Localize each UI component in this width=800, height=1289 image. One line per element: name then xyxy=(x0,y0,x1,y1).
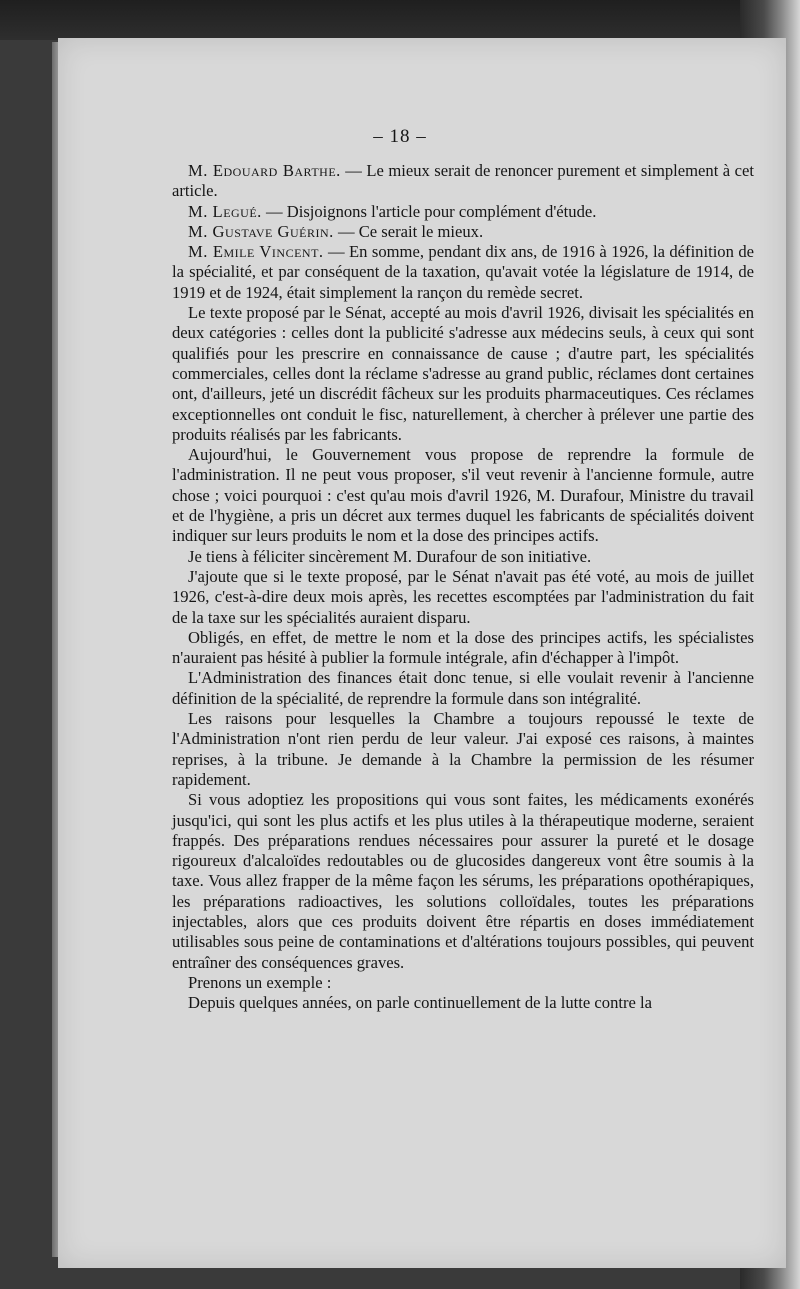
paragraph: Le texte proposé par le Sénat, accepté au mois d'avril 1926, divisait les spécialités en deux catégories : celles dont la publicité s'adresse aux médecins seuls, à ceux qui sont qualifiés pour les prescrire en connaissance de cause ; d'autre part, les spécialités commerciales, celles dont la réclame s'adresse au grand public, réclames dont certaines ont, d'ailleurs, jeté un discrédit fâcheux sur les produits pharmaceutiques. Ces réclames exceptionnelles ont conduit le fisc, naturellement, à chercher à prélever une partie des produits réalisés par les fabricants. xyxy=(172,303,754,444)
page-number: – 18 – xyxy=(373,126,427,147)
paragraph: Les raisons pour lesquelles la Chambre a toujours repoussé le texte de l'Administration n'ont rien perdu de leur valeur. J'ai exposé ces raisons, à maintes reprises, à la tribune. Je demande à la Chambre la permission de les résumer rapidement. xyxy=(172,709,754,789)
speaker-name: M. Edouard Barthe. xyxy=(188,161,341,180)
paragraph: Prenons un exemple : xyxy=(188,972,332,992)
speaker-name: M. Emile Vincent. xyxy=(188,242,324,262)
paragraph: Si vous adoptiez les propositions qui vous sont faites, les médicaments exonérés jusqu'ici, qui sont les plus actifs et les plus utiles à la thérapeutique moderne, seraient frappés. Des préparations rendues nécessaires pour assurer la pureté et le dosage rigoureux d'alcaloïdes redoutables ou de glucosides dangereux vont être soumis à la taxe. Vous allez frapper de la même façon les sérums, les préparations opothérapiques, les préparations radioactives, les solutions colloïdales, toutes les préparations injectables, alors que ces produits doivent être répartis en doses immédiatement utilisables sous peine de contaminations et d'altérations toujours possibles, qui peuvent entraîner des conséquences graves. xyxy=(172,790,754,972)
paragraph: Je tiens à féliciter sincèrement M. Durafour de son initiative. xyxy=(188,546,592,566)
speaker-name: M. Legué. xyxy=(188,201,262,221)
paragraph-text: — Le mieux serait de renoncer purement et simplement à cet article. xyxy=(172,161,754,201)
paragraph-last: Depuis quelques années, on parle continuellement de la lutte contre la xyxy=(188,993,653,1013)
paragraph: L'Administration des finances était donc tenue, si elle voulait revenir à l'ancienne définition de la spécialité, de reprendre la formule dans son intégralité. xyxy=(172,668,754,708)
paragraph: Obligés, en effet, de mettre le nom et la dose des principes actifs, les spécialistes n'auraient pas hésité à publier la formule intégrale, afin d'échapper à l'impôt. xyxy=(172,627,754,668)
paragraph: Aujourd'hui, le Gouvernement vous propose de reprendre la formule de l'administration. Il ne peut vous proposer, s'il veut revenir à l'ancienne formule, autre chose ; voici pourquoi : c'est qu'au mois d'avril 1926, M. Durafour, Ministre du travail et de l'hygiène, a pris un décret aux termes duquel les fabricants de spécialités doivent indiquer sur leurs produits le nom et la dose des principes actifs. xyxy=(172,445,754,546)
paragraph-text: — Ce serait le mieux. xyxy=(333,221,484,241)
paragraph-guerin xyxy=(172,222,754,242)
paragraph-barthe xyxy=(172,161,754,202)
scan-background-top xyxy=(0,0,800,40)
body-text xyxy=(172,161,754,1013)
paragraph-vincent xyxy=(172,242,754,303)
paragraph: J'ajoute que si le texte proposé, par le Sénat n'avait pas été voté, au mois de juillet 1926, c'est-à-dire deux mois après, les recettes escomptées par l'administration du fait de la taxe sur les spécialités auraient disparu. xyxy=(172,566,754,627)
speaker-name: M. Gustave Guérin. xyxy=(188,221,334,241)
paragraph-legue xyxy=(172,202,754,222)
paragraph-text: — Disjoignons l'article pour complément d'étude. xyxy=(261,201,597,221)
paragraph-text: — En somme, pendant dix ans, de 1916 à 1926, la définition de la spécialité, et par conséquent de la taxation, qu'avait votée la législature de 1914, de 1919 et de 1924, était simplement la rançon du remède secret. xyxy=(172,242,754,302)
